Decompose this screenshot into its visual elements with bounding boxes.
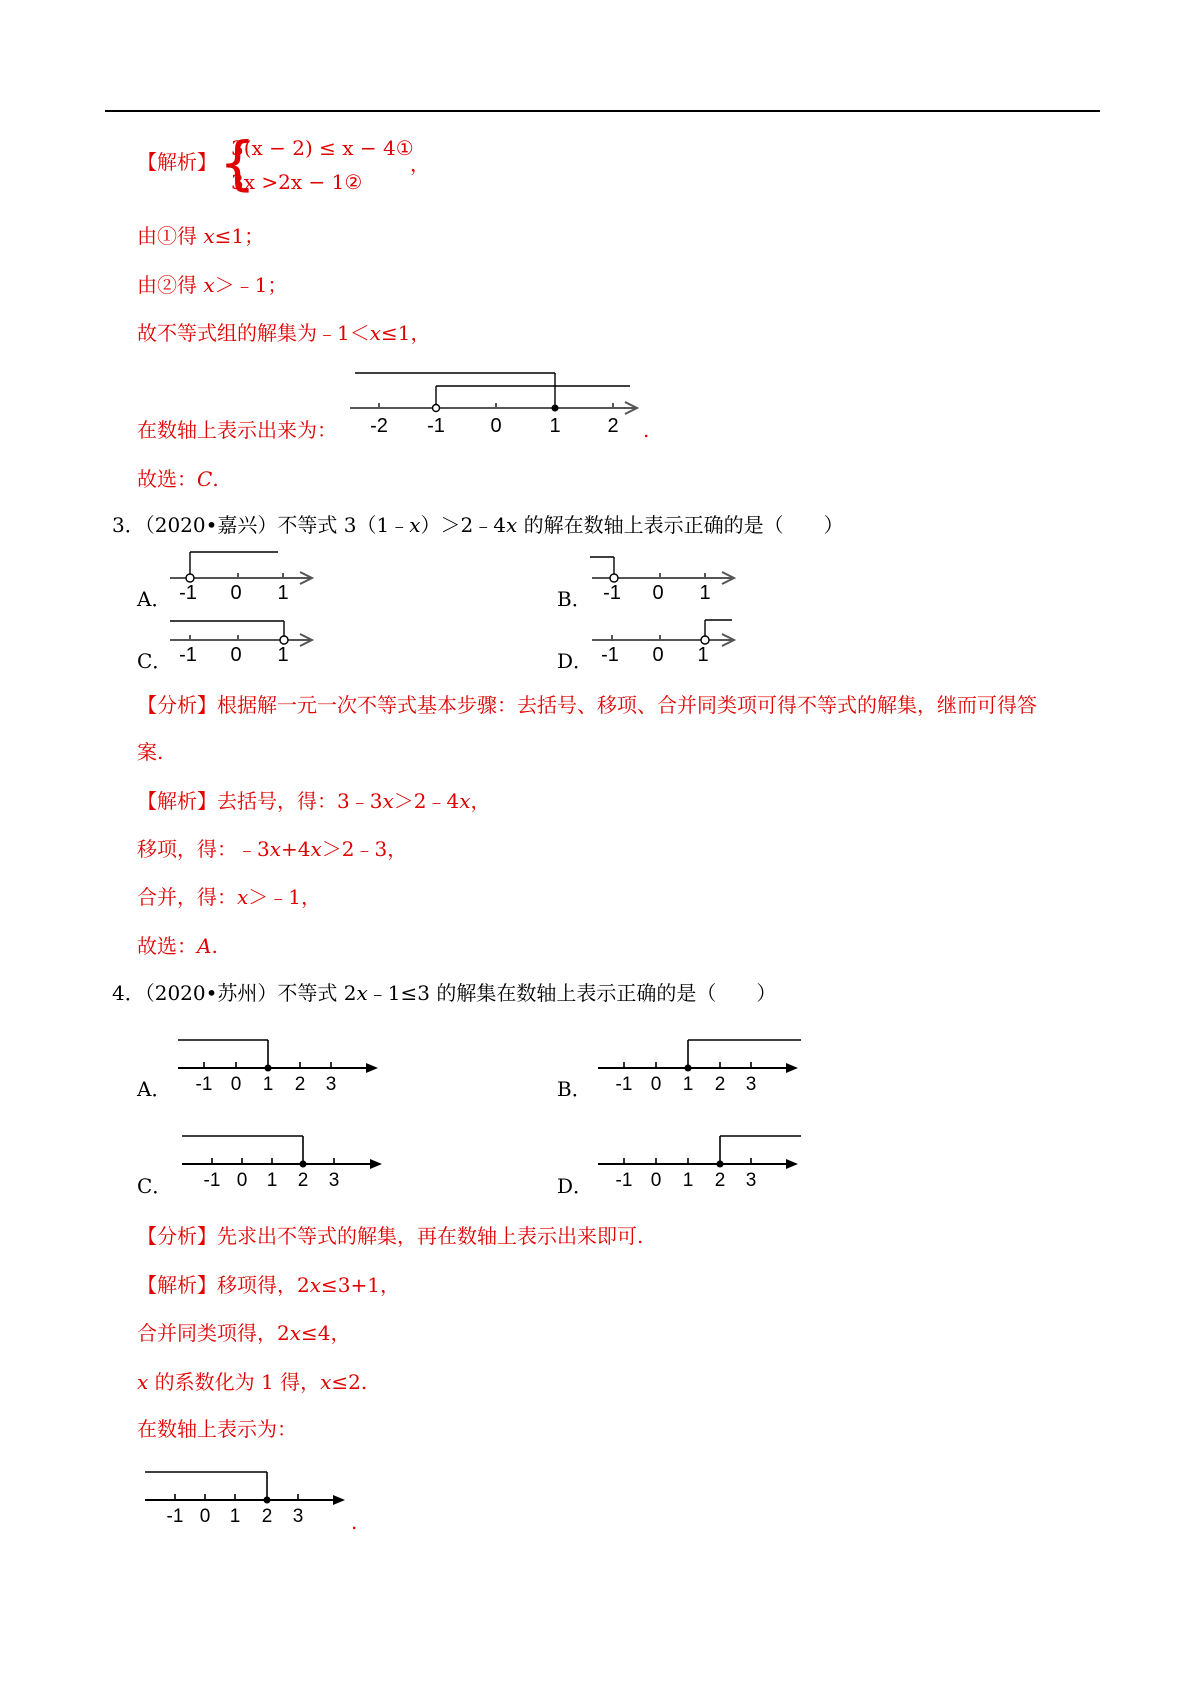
tick-label: 2 <box>294 1074 306 1095</box>
step-text: 由①得 <box>137 224 204 248</box>
q3-option-c-label: C． <box>137 649 173 673</box>
q3-analysis-cont: 案. <box>137 740 164 764</box>
q3-option-d-number-line <box>590 612 740 668</box>
q4-option-c-label: C． <box>137 1174 173 1198</box>
step-text: ≤4， <box>301 1321 351 1345</box>
tick-label: 2 <box>261 1506 273 1527</box>
q4-option-a-label: A． <box>137 1077 172 1101</box>
tick-label: 1 <box>682 1074 694 1095</box>
stem-text: 的解在数轴上表示正确的是（ ） <box>517 513 844 537</box>
choice-letter: A <box>197 934 212 958</box>
step-text: ≤1， <box>381 321 431 345</box>
tick-label: 1 <box>697 644 709 666</box>
q4-end-dot: . <box>351 1510 358 1534</box>
q2-step-1 <box>137 224 264 248</box>
q4-solution-3 <box>137 1370 367 1394</box>
variable: x <box>137 1370 149 1394</box>
step-text: 移项得，2 <box>217 1273 310 1297</box>
step-text: 故不等式组的解集为﹣1＜ <box>137 321 370 345</box>
q3-choice <box>137 934 218 958</box>
stem-text: 3．（2020•嘉兴）不等式 3（1﹣ <box>112 513 410 537</box>
tick-label: -1 <box>601 644 619 666</box>
step-text: ， <box>470 789 491 813</box>
step-text: ≤3+1， <box>321 1273 400 1297</box>
tick-label: -1 <box>603 582 621 604</box>
step-text: +4 <box>281 837 311 861</box>
stem-text: ）＞2﹣4 <box>420 513 506 537</box>
tick-label: 0 <box>650 1170 662 1191</box>
variable: x <box>237 885 249 909</box>
stem-text: 4．（2020•苏州）不等式 2 <box>112 981 357 1005</box>
step-text: ＞﹣1； <box>214 273 288 297</box>
variable: x <box>320 1370 332 1394</box>
tick-label: 2 <box>297 1170 309 1191</box>
tick-label: 1 <box>262 1074 274 1095</box>
variable: x <box>505 513 518 537</box>
variable: x <box>459 789 471 813</box>
choice-prefix: 故选： <box>137 467 197 491</box>
tick-label: 3 <box>325 1074 337 1095</box>
left-brace: { <box>219 129 256 197</box>
tick-label: 0 <box>230 582 242 604</box>
tick-label: -1 <box>166 1506 184 1527</box>
step-text: 由②得 <box>137 273 204 297</box>
variable: x <box>409 513 421 537</box>
q4-analysis <box>137 1224 643 1248</box>
q4-option-a-number-line <box>176 1034 386 1096</box>
header-rule <box>105 110 1100 112</box>
tick-label: -1 <box>615 1074 633 1095</box>
q2-number-line <box>345 366 645 438</box>
q4-solution-4: 在数轴上表示为： <box>137 1417 297 1441</box>
step-text: ≤1； <box>214 224 265 248</box>
step-text: ＞﹣1， <box>248 885 322 909</box>
q4-solution-1 <box>137 1273 400 1297</box>
q4-option-b-number-line <box>596 1034 806 1096</box>
q2-step-4: 在数轴上表示出来为： <box>137 418 337 442</box>
choice-end: . <box>212 467 219 491</box>
q3-option-d-label: D． <box>557 649 594 673</box>
solution-tag: 【解析】 <box>137 1273 217 1297</box>
q3-option-b-number-line <box>590 550 740 606</box>
q4-answer-number-line <box>143 1466 353 1528</box>
tick-label: 1 <box>277 582 289 604</box>
tick-label: -1 <box>179 582 197 604</box>
tick-label: 1 <box>699 582 711 604</box>
system-comma: ， <box>410 152 430 176</box>
tick-label: 0 <box>236 1170 248 1191</box>
q4-option-c-number-line <box>180 1130 390 1192</box>
variable: x <box>382 789 394 813</box>
q2-analysis-label <box>137 150 217 174</box>
tick-label: 2 <box>714 1170 726 1191</box>
step-text: 去括号，得：3﹣3 <box>217 789 383 813</box>
tick-label: 0 <box>199 1506 211 1527</box>
tick-label: 3 <box>745 1170 757 1191</box>
analysis-text: 先求出不等式的解集，再在数轴上表示出来即可. <box>217 1224 644 1248</box>
step-text: 的系数化为 1 得， <box>148 1370 321 1394</box>
tick-label: 2 <box>714 1074 726 1095</box>
tick-label: 3 <box>745 1074 757 1095</box>
step-text: ＞2﹣4 <box>393 789 460 813</box>
q3-option-a-number-line <box>168 550 318 606</box>
solution-tag: 【解析】 <box>137 789 217 813</box>
step-text: ≤2. <box>331 1370 368 1394</box>
tick-label: 0 <box>230 644 242 666</box>
tick-label: -2 <box>370 415 388 437</box>
tick-label: -1 <box>615 1170 633 1191</box>
variable: x <box>309 1273 322 1297</box>
q3-solution-2 <box>137 837 407 861</box>
q4-option-b-label: B． <box>557 1077 592 1101</box>
q3-option-a-label: A． <box>137 587 172 611</box>
q3-stem <box>112 513 844 537</box>
variable: x <box>203 224 215 248</box>
variable: x <box>203 273 215 297</box>
variable: x <box>356 981 368 1005</box>
tick-label: 0 <box>652 644 664 666</box>
tick-label: 1 <box>229 1506 241 1527</box>
q4-solution-2 <box>137 1321 351 1345</box>
stem-text: ﹣1≤3 的解集在数轴上表示正确的是（ ） <box>367 981 777 1005</box>
step-text: 移项，得：﹣3 <box>137 837 270 861</box>
q2-step-3 <box>137 321 431 345</box>
step-text: ＞2﹣3， <box>321 837 408 861</box>
analysis-tag: 【分析】 <box>137 1224 217 1248</box>
tick-label: 1 <box>549 415 561 437</box>
variable: x <box>369 321 382 345</box>
tick-label: 1 <box>277 644 289 666</box>
choice-end: . <box>211 934 218 958</box>
choice-prefix: 故选： <box>137 934 197 958</box>
tick-label: 3 <box>292 1506 304 1527</box>
system-line-2: 3x >2x − 1② <box>231 170 363 194</box>
analysis-text: 根据解一元一次不等式基本步骤：去括号、移项、合并同类项可得不等式的解集，继而可得答 <box>217 693 1037 717</box>
tick-label: 2 <box>607 415 619 437</box>
tick-label: 0 <box>490 415 502 437</box>
q3-solution-1 <box>137 789 490 813</box>
tick-label: -1 <box>203 1170 221 1191</box>
q3-analysis <box>137 693 1037 717</box>
tick-label: -1 <box>179 644 197 666</box>
choice-letter: C <box>197 467 213 491</box>
analysis-tag: 【解析】 <box>137 150 217 174</box>
tick-label: 1 <box>682 1170 694 1191</box>
tick-label: 0 <box>650 1074 662 1095</box>
q4-option-d-number-line <box>596 1130 806 1192</box>
tick-label: 3 <box>328 1170 340 1191</box>
q3-option-c-number-line <box>168 612 318 668</box>
q2-choice <box>137 467 219 491</box>
step-text: 合并同类项得，2 <box>137 1321 290 1345</box>
q2-step-4-end: . <box>643 418 650 442</box>
step-text: 合并，得： <box>137 885 237 909</box>
tick-label: 1 <box>266 1170 278 1191</box>
tick-label: 0 <box>230 1074 242 1095</box>
q3-option-b-label: B． <box>557 587 592 611</box>
q4-stem <box>112 981 776 1005</box>
tick-label: -1 <box>195 1074 213 1095</box>
tick-label: -1 <box>427 415 445 437</box>
q3-solution-3 <box>137 885 321 909</box>
analysis-tag: 【分析】 <box>137 693 217 717</box>
variable: x <box>289 1321 302 1345</box>
system-line-1: 3(x − 2) ≤ x − 4① <box>231 136 414 160</box>
tick-label: 0 <box>652 582 664 604</box>
variable: x <box>269 837 282 861</box>
variable: x <box>310 837 322 861</box>
q4-option-d-label: D． <box>557 1174 594 1198</box>
q2-step-2 <box>137 273 287 297</box>
